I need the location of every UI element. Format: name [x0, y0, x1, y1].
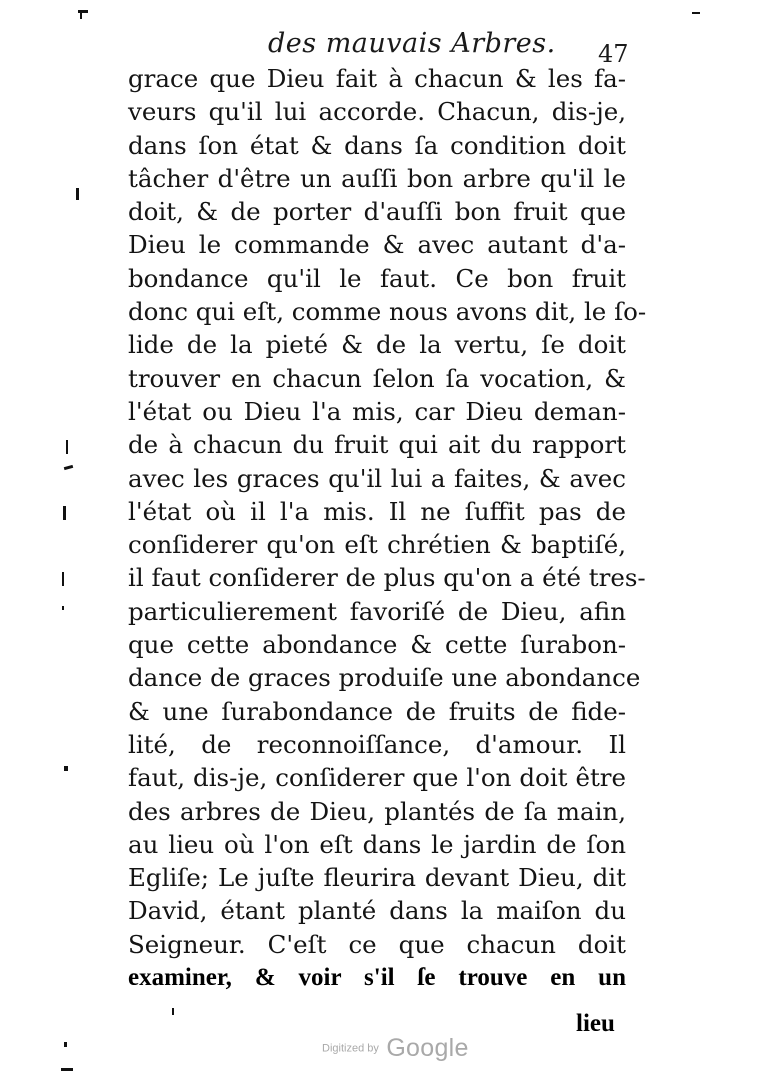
- text-line: doit, & de porter d'auſſi bon fruit que: [128, 197, 626, 227]
- scan-speck: [66, 440, 68, 454]
- text-line: au lieu où l'on eſt dans le jardin de ſon: [128, 829, 626, 859]
- text-line: bondance qu'il le faut. Ce bon fruit: [128, 263, 626, 293]
- scan-speck: [64, 465, 73, 470]
- text-line: dans ſon état & dans ſa condition doit: [128, 130, 626, 160]
- text-line: lité, de reconnoiſſance, d'amour. Il: [128, 729, 626, 759]
- text-line: Seigneur. C'eſt ce que chacun doit: [128, 929, 626, 959]
- scan-speck: [62, 606, 64, 610]
- scan-speck: [80, 10, 82, 19]
- text-line: des arbres de Dieu, plantés de ſa main,: [128, 796, 626, 826]
- text-line: de à chacun du fruit qui ait du rapport: [128, 430, 626, 460]
- google-logo: Google: [386, 1034, 469, 1062]
- text-line: conſiderer qu'on eſt chrétien & baptiſé,: [128, 530, 626, 560]
- text-line: que cette abondance & cette ſurabon-: [128, 630, 626, 660]
- text-line: avec les graces qu'il lui a faites, & avec: [128, 463, 626, 493]
- text-line: lide de la pieté & de la vertu, ſe doit: [128, 330, 626, 360]
- text-line: l'état où il l'a mis. Il ne ſuffit pas de: [128, 496, 626, 526]
- scan-speck: [172, 1008, 174, 1015]
- scan-speck: [64, 766, 68, 771]
- page-number: 47: [598, 40, 629, 68]
- text-line: veurs qu'il lui accorde. Chacun, dis-je,: [128, 97, 626, 127]
- text-line: tâcher d'être un auſſi bon arbre qu'il le: [128, 163, 626, 193]
- text-line: trouver en chacun ſelon ſa vocation, &: [128, 363, 626, 393]
- text-line: grace que Dieu fait à chacun & les fa-: [128, 64, 626, 93]
- scan-speck: [64, 1042, 67, 1047]
- text-line: l'état ou Dieu l'a mis, car Dieu deman-: [128, 396, 626, 426]
- text-line: David, étant planté dans la maiſon du: [128, 896, 626, 926]
- text-line: donc qui eſt, comme nous avons dit, le ſo-: [128, 297, 647, 327]
- text-line: & une ſurabondance de fruits de fide-: [128, 696, 626, 726]
- text-line: dance de graces produiſe une abondance: [128, 663, 641, 693]
- text-line: faut, dis-je, conſiderer que l'on doit être: [128, 763, 626, 793]
- digitized-watermark: [322, 1034, 469, 1063]
- watermark-prefix: Digitized by: [322, 1042, 379, 1055]
- scan-speck: [62, 572, 64, 586]
- scan-speck: [63, 506, 66, 520]
- scan-speck: [76, 188, 79, 200]
- scan-speck: [61, 1068, 73, 1071]
- running-head: des mauvais Arbres.: [268, 28, 556, 59]
- text-line: Dieu le commande & avec autant d'a-: [128, 230, 626, 260]
- text-line-bold: examiner, & voir s'il ſe trouve en un: [128, 964, 626, 992]
- text-line: particulierement favoriſé de Dieu, afin: [128, 596, 626, 626]
- catchword: lieu: [576, 1010, 615, 1037]
- body-text: [128, 62, 647, 994]
- text-line: Egliſe; Le juſte fleurira devant Dieu, dit: [128, 863, 626, 893]
- scan-speck: [692, 12, 700, 14]
- text-line: il faut conſiderer de plus qu'on a été tres-: [128, 563, 646, 593]
